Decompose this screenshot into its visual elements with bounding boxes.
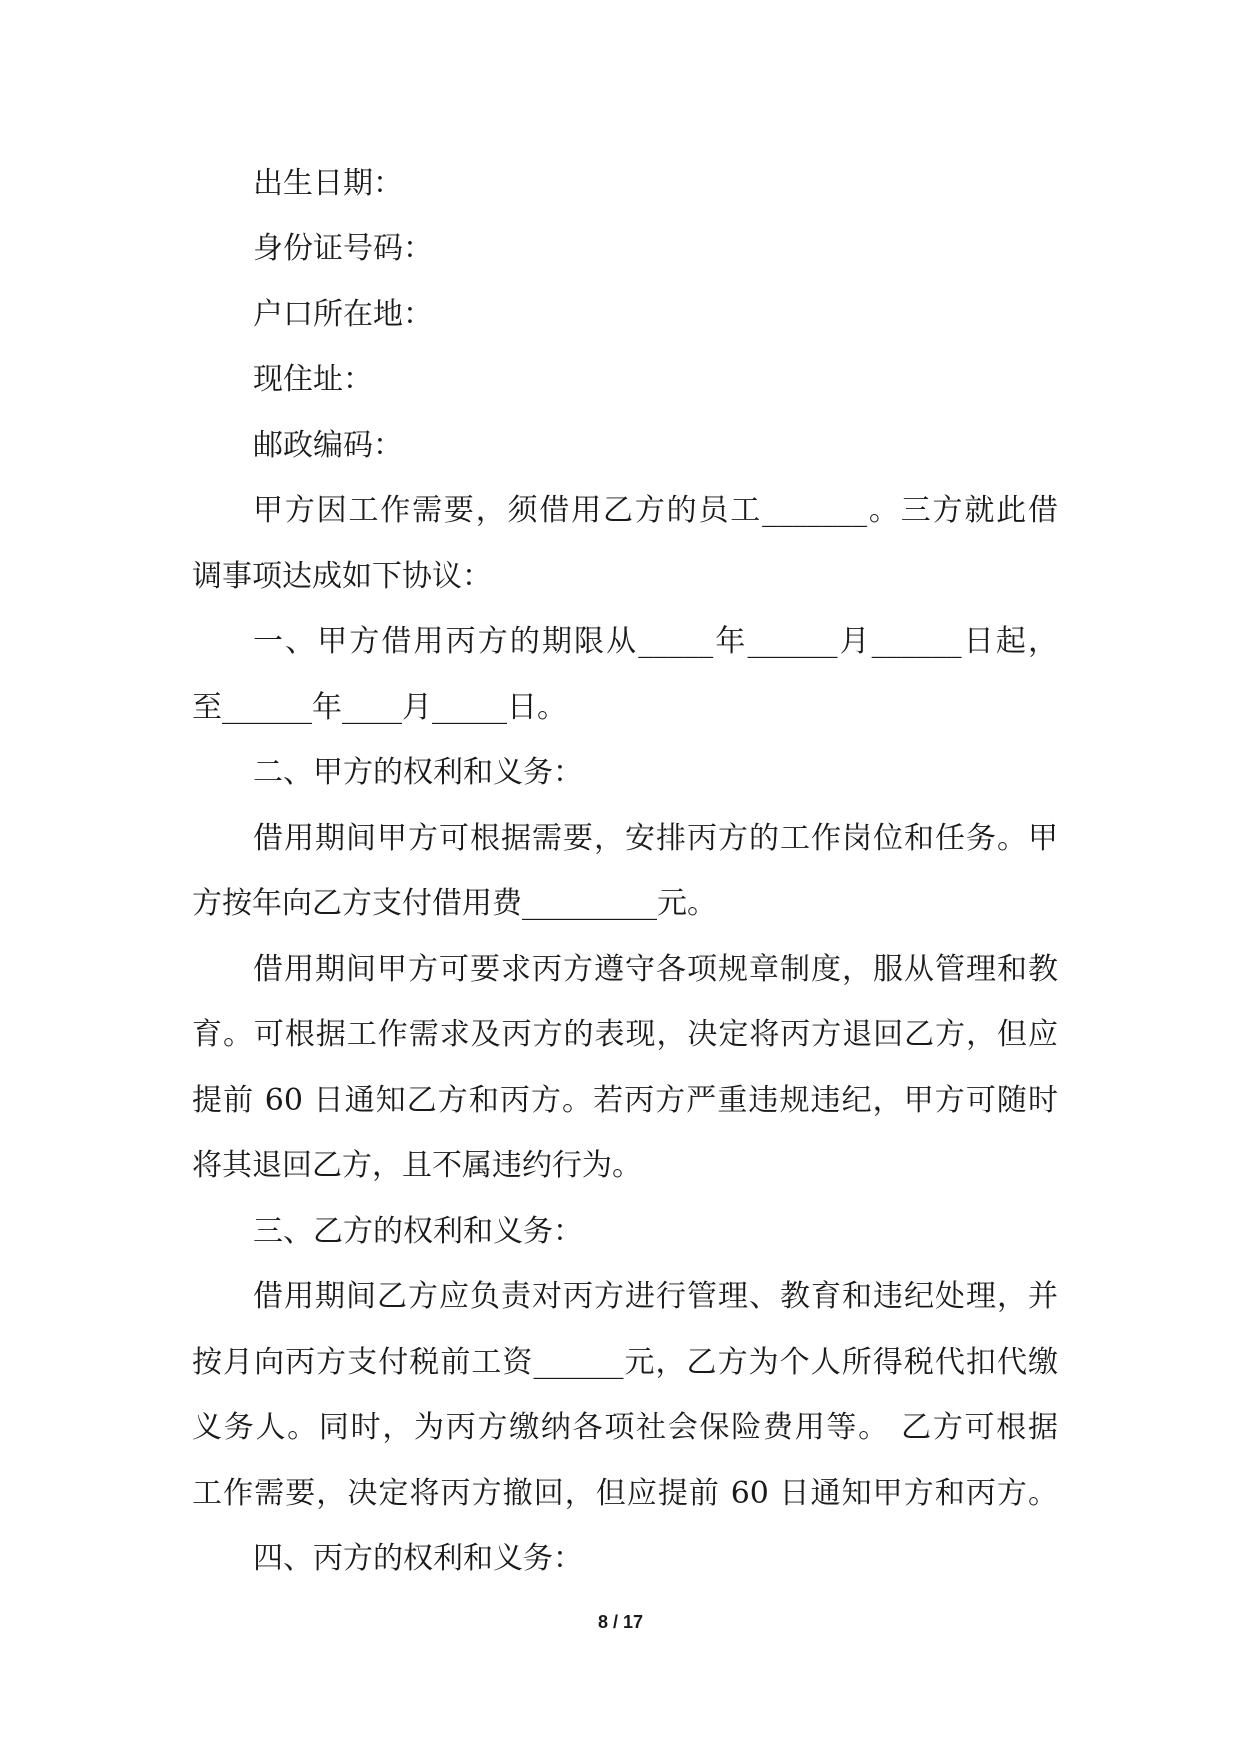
clause-3-para-line-3: 义务人。同时，为丙方缴纳各项社会保险费用等。 乙方可根据 xyxy=(192,1410,1058,1445)
field-household-registration: 户口所在地： xyxy=(253,297,433,332)
intro-paragraph-line-2: 调事项达成如下协议： xyxy=(192,559,492,594)
clause-1-line-2: 至______年____月_____日。 xyxy=(192,690,567,725)
clause-4-heading: 四、丙方的权利和义务： xyxy=(253,1541,583,1576)
clause-3-para-line-4: 工作需要，决定将丙方撤回，但应提前 60 日通知甲方和丙方。 xyxy=(192,1476,1058,1511)
clause-2-para-2-line-3: 提前 60 日通知乙方和丙方。若丙方严重违规违纪，甲方可随时 xyxy=(192,1083,1058,1118)
clause-3-para-line-2: 按月向丙方支付税前工资______元，乙方为个人所得税代扣代缴 xyxy=(192,1345,1058,1380)
clause-2-para-1-line-1: 借用期间甲方可根据需要，安排丙方的工作岗位和任务。甲 xyxy=(253,821,1058,856)
field-current-address: 现住址： xyxy=(253,362,373,397)
clause-2-heading: 二、甲方的权利和义务： xyxy=(253,755,583,790)
field-birth-date: 出生日期： xyxy=(253,166,403,201)
clause-2-para-1-line-2: 方按年向乙方支付借用费_________元。 xyxy=(192,886,717,921)
clause-1-line-1: 一、甲方借用丙方的期限从_____年______月______日起， xyxy=(253,624,1058,659)
intro-paragraph-line-1: 甲方因工作需要，须借用乙方的员工_______。三方就此借 xyxy=(253,493,1058,528)
clause-3-para-line-1: 借用期间乙方应负责对丙方进行管理、教育和违纪处理，并 xyxy=(253,1279,1058,1314)
clause-2-para-2-line-4: 将其退回乙方，且不属违约行为。 xyxy=(192,1148,642,1183)
page-number: 8 / 17 xyxy=(597,1612,644,1632)
clause-3-heading: 三、乙方的权利和义务： xyxy=(253,1214,583,1249)
clause-2-para-2-line-2: 育。可根据工作需求及丙方的表现，决定将丙方退回乙方，但应 xyxy=(192,1017,1058,1052)
field-id-number: 身份证号码： xyxy=(253,231,433,266)
field-postal-code: 邮政编码： xyxy=(253,428,403,463)
clause-2-para-2-line-1: 借用期间甲方可要求丙方遵守各项规章制度，服从管理和教 xyxy=(253,952,1058,987)
